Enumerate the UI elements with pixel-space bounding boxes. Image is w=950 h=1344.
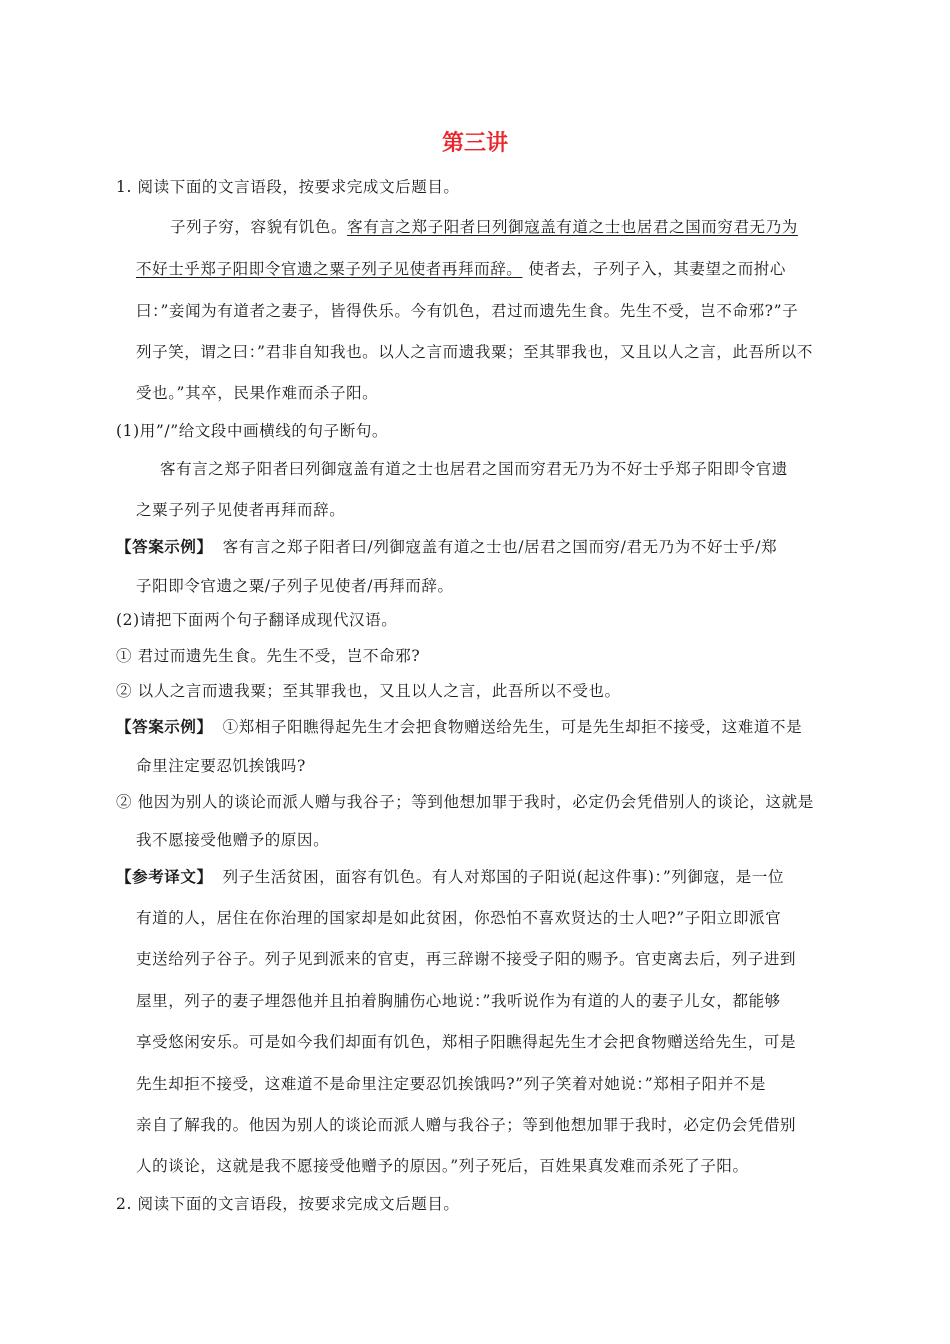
sub2-answer2-line-1: ② 他因为别人的谈论而派人赠与我谷子；等到他想加罪于我时，必定仍会凭借别人的谈论，这就是 [116, 793, 814, 811]
answer-text: 客有言之郑子阳者曰/列御寇盖有道之士也/居君之国而穷/君无乃为不好士乎/郑 [222, 538, 778, 556]
sub2-prompt: (2)请把下面两个句子翻译成现代汉语。 [116, 611, 398, 629]
translation-tag: 【参考译文】 [116, 867, 213, 886]
translation-line-4: 屋里，列子的妻子埋怨他并且拍着胸脯伤心地说：”我听说作为有道的人的妻子儿女，都能够 [136, 992, 781, 1010]
translation-line-8: 人的谈论，这就是我不愿接受他赠予的原因。”列子死后，百姓果真发难而杀死了子阳。 [136, 1157, 749, 1175]
q2-intro: 2. 阅读下面的文言语段，按要求完成文后题目。 [116, 1195, 460, 1213]
translation-line-7: 亲自了解我的。他因为别人的谈论而派人赠与我谷子；等到他想加罪于我时，必定仍会凭借别 [136, 1116, 797, 1134]
sub1-prompt: (1)用”/”给文段中画横线的句子断句。 [116, 422, 389, 440]
passage-line-3: 曰：”妾闻为有道者之妻子，皆得佚乐。今有饥色，君过而遗先生食。先生不受，岂不命邪?”子 [136, 302, 799, 320]
translation-line-3: 吏送给列子谷子。列子见到派来的官吏，再三辞谢不接受子阳的赐予。官吏离去后，列子进到 [136, 950, 797, 968]
translation-line-2: 有道的人，居住在你治理的国家却是如此贫困，你恐怕不喜欢贤达的士人吧?”子阳立即派官 [136, 909, 782, 927]
page-title: 第三讲 [441, 131, 508, 156]
translation-text: 列子生活贫困，面容有饥色。有人对郑国的子阳说(起这件事)：”列御寇，是一位 [222, 868, 785, 886]
passage-line-1 [170, 217, 798, 237]
answer-text: ①郑相子阳瞧得起先生才会把食物赠送给先生，可是先生却拒不接受，这难道不是 [222, 718, 803, 736]
sub2-answer2-line-2: 我不愿接受他赠予的原因。 [136, 831, 330, 849]
passage-line-5: 受也。”其卒，民果作难而杀子阳。 [136, 384, 379, 402]
sub2-item-2: ② 以人之言而遗我粟；至其罪我也，又且以人之言，此吾所以不受也。 [116, 682, 621, 700]
sub2-item-1: ① 君过而遗先生食。先生不受，岂不命邪? [116, 647, 421, 665]
q1-intro: 1. 阅读下面的文言语段，按要求完成文后题目。 [116, 178, 460, 196]
passage-line-4: 列子笑，谓之曰：”君非自知我也。以人之言而遗我粟；至其罪我也，又且以人之言，此吾所以不 [136, 343, 813, 361]
answer-tag: 【答案示例】 [116, 537, 213, 556]
underlined-sentence: 不好士乎郑子阳即令官遗之粟子列子见使者再拜而辞。 [136, 260, 523, 278]
sub1-answer-line-1 [116, 537, 777, 557]
passage-line-2 [136, 259, 786, 279]
sub1-text-line-1: 客有言之郑子阳者曰列御寇盖有道之士也居君之国而穷君无乃为不好士乎郑子阳即令官遗 [160, 460, 788, 478]
translation-line-5: 享受悠闲安乐。可是如今我们却面有饥色，郑相子阳瞧得起先生才会把食物赠送给先生，可是 [136, 1033, 797, 1051]
sub2-answer-line-1 [116, 717, 802, 737]
sub1-text-line-2: 之粟子列子见使者再拜而辞。 [136, 501, 346, 519]
translation-line-6: 先生却拒不接受，这难道不是命里注定要忍饥挨饿吗?”列子笑着对她说：”郑相子阳并不是 [136, 1075, 767, 1093]
underlined-sentence: 客有言之郑子阳者曰列御寇盖有道之士也居君之国而穷君无乃为 [347, 218, 798, 236]
passage-text: 使者去，子列子入，其妻望之而拊心 [528, 260, 787, 278]
sub2-answer-line-2: 命里注定要忍饥挨饿吗? [136, 757, 306, 775]
answer-tag: 【答案示例】 [116, 717, 213, 736]
sub1-answer-line-2: 子阳即令官遗之粟/子列子见使者/再拜而辞。 [136, 577, 454, 595]
passage-text: 子列子穷，容貌有饥色。 [170, 218, 348, 236]
translation-line-1 [116, 867, 784, 887]
